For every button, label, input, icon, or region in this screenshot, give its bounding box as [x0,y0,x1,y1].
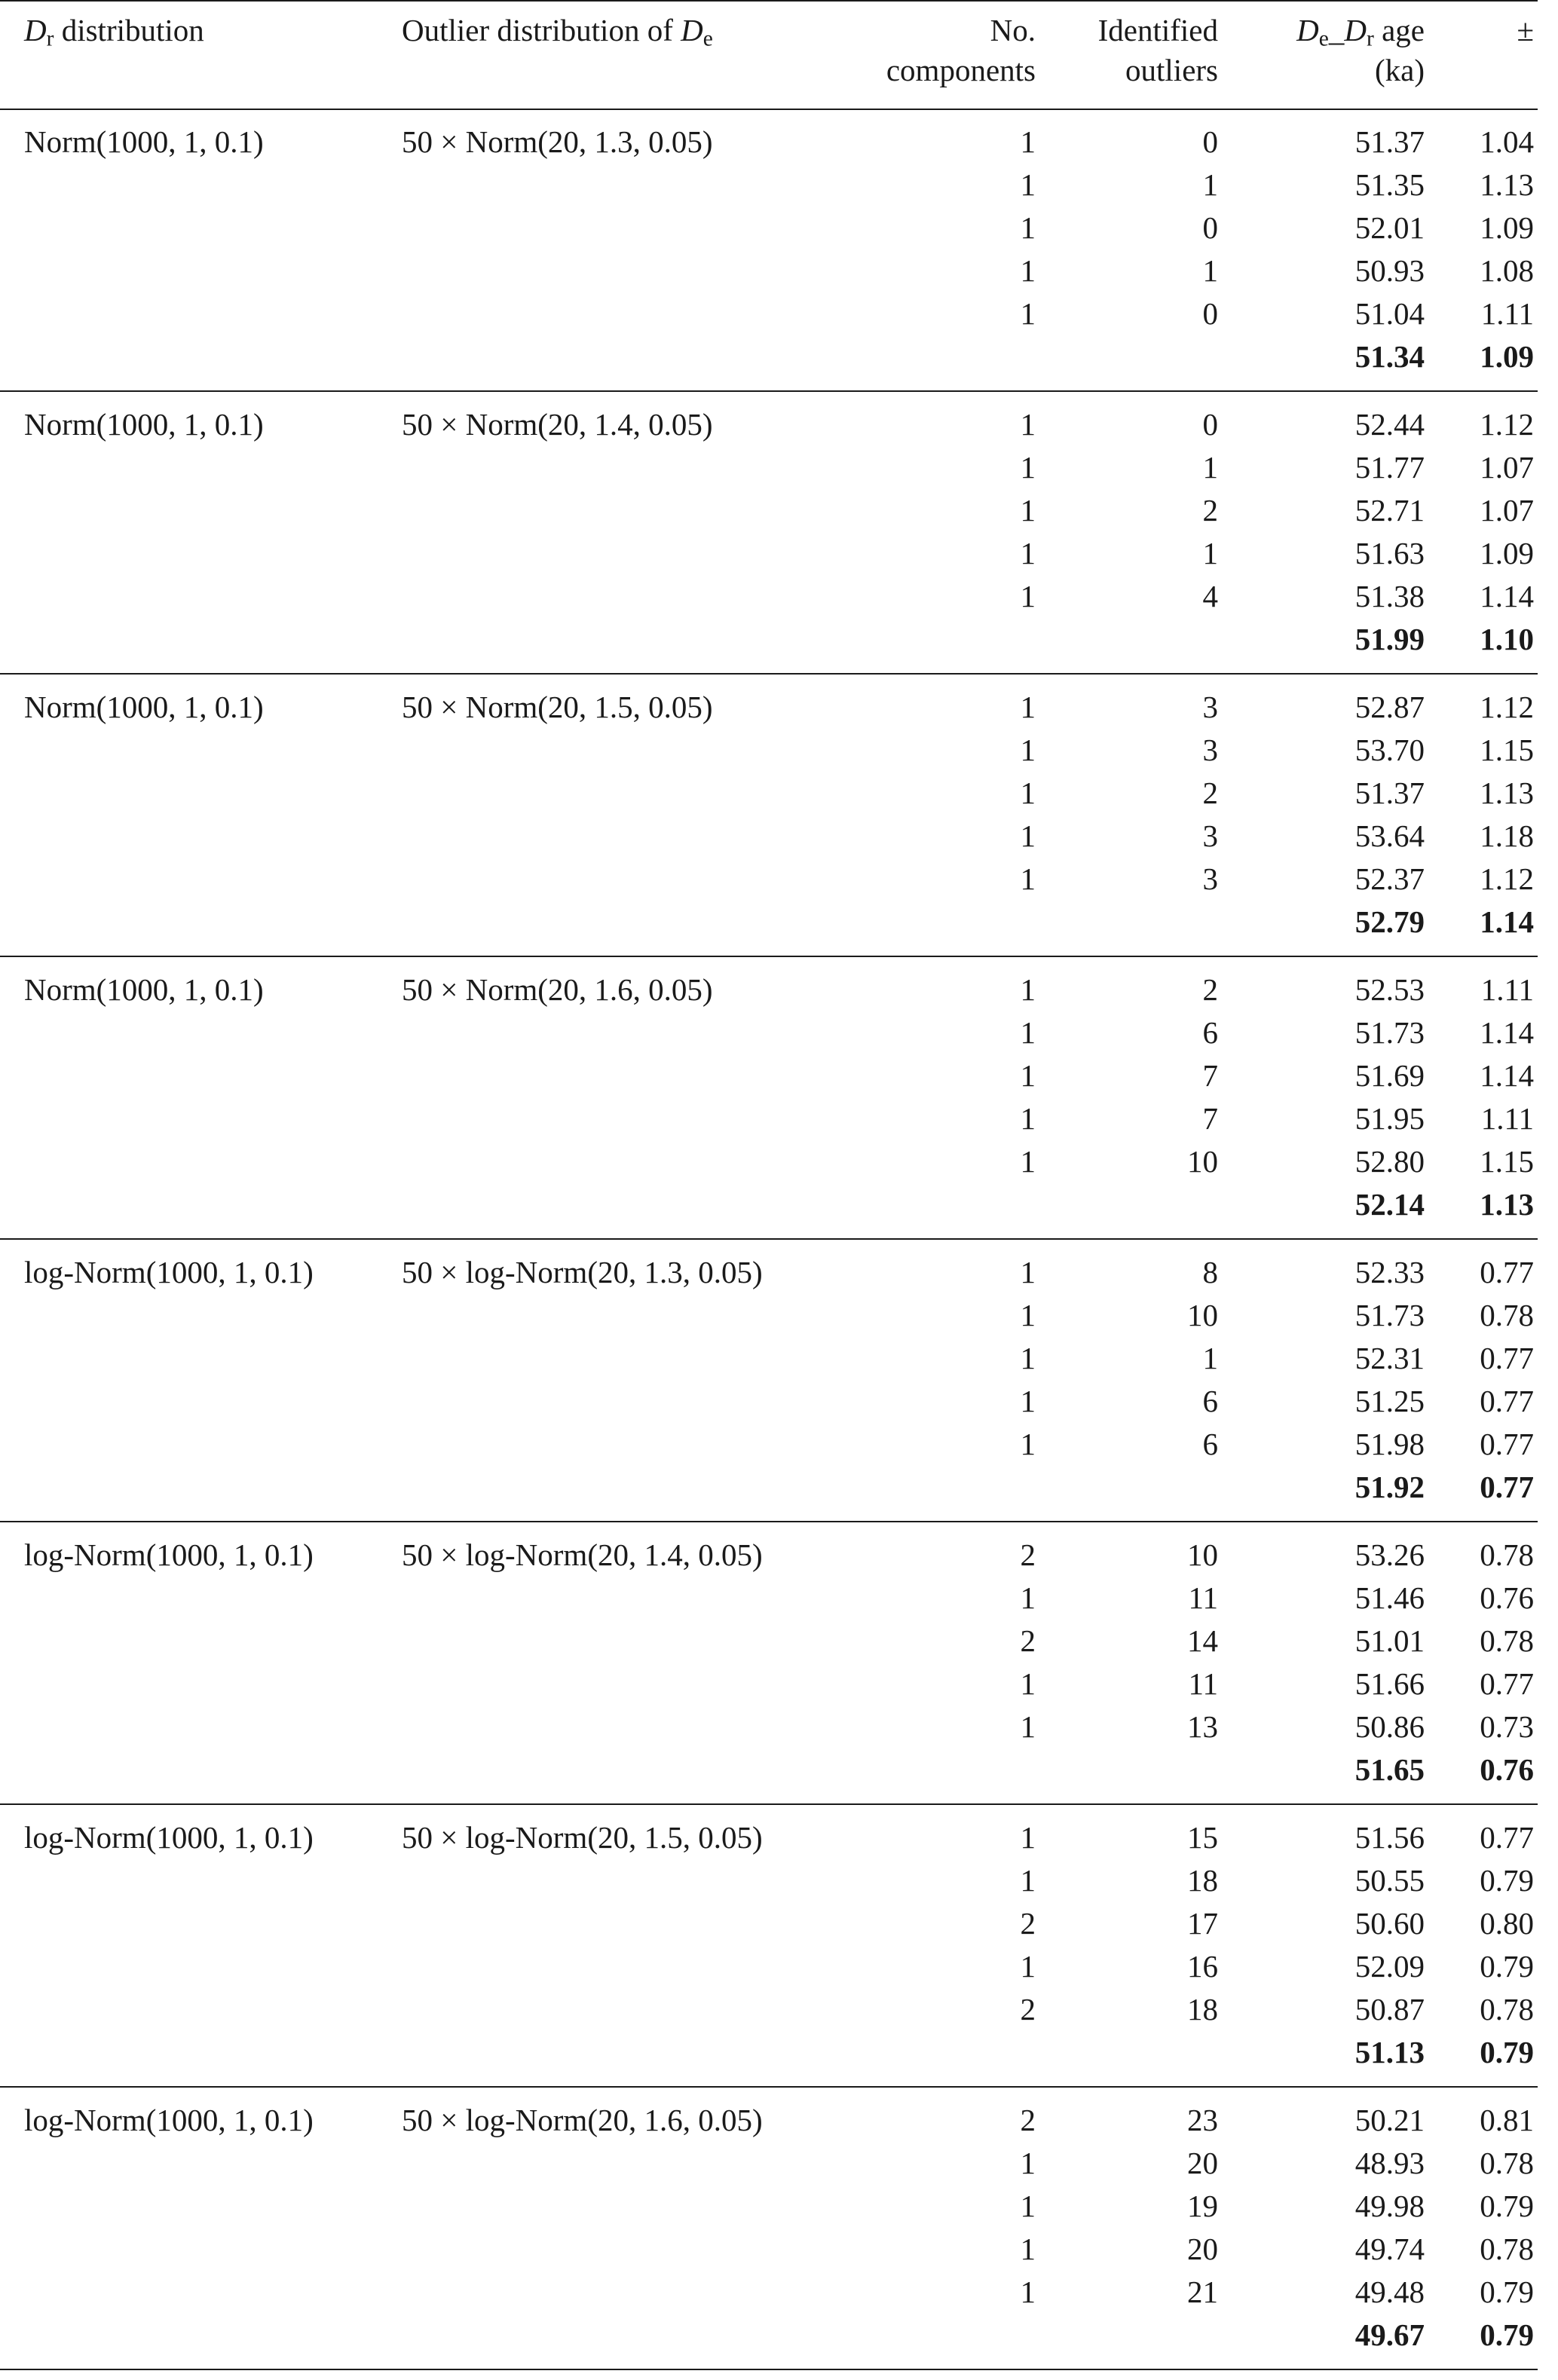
outliers-cell: 8 [1202,1255,1218,1289]
outliers-cell: 2 [1202,775,1218,810]
age-cell: 52.33 [1354,1255,1425,1289]
dr-distribution: Norm(1000, 1, 0.1) [24,124,264,159]
dr-distribution: Norm(1000, 1, 0.1) [24,972,264,1007]
age-cell: 49.74 [1354,2232,1425,2266]
age-cell: 51.46 [1354,1580,1425,1615]
components-cell: 1 [1020,167,1036,202]
outliers-cell: 14 [1187,1623,1218,1658]
uncertainty-cell: 0.79 [1480,2189,1534,2223]
outliers-cell: 16 [1187,1949,1218,1984]
components-cell: 1 [1020,861,1036,896]
header-uncertainty: ± [1517,13,1534,47]
uncertainty-cell: 0.77 [1480,1255,1534,1289]
age-cell: 51.95 [1354,1101,1425,1136]
uncertainty-cell: 0.78 [1480,2232,1534,2266]
outliers-cell: 10 [1187,1537,1218,1572]
uncertainty-cell: 0.77 [1480,1341,1534,1375]
group-separator [0,673,1538,675]
age-cell: 51.73 [1354,1015,1425,1050]
outlier-distribution: 50 × Norm(20, 1.3, 0.05) [402,124,713,159]
components-cell: 1 [1020,579,1036,613]
outliers-cell: 3 [1202,818,1218,853]
age-cell: 52.53 [1354,972,1425,1007]
group-separator [0,390,1538,392]
dr-distribution: Norm(1000, 1, 0.1) [24,690,264,724]
components-cell: 1 [1020,1666,1036,1701]
group-separator [0,956,1538,957]
outliers-cell: 6 [1202,1015,1218,1050]
outlier-distribution: 50 × log-Norm(20, 1.4, 0.05) [402,1537,763,1572]
age-cell: 50.93 [1354,253,1425,288]
age-cell: 52.80 [1354,1144,1425,1179]
uncertainty-cell: 1.12 [1480,407,1534,442]
components-cell: 1 [1020,1015,1036,1050]
age-cell: 51.35 [1354,167,1425,202]
age-cell: 51.63 [1354,536,1425,571]
uncertainty-cell: 1.08 [1480,253,1534,288]
outliers-cell: 0 [1202,210,1218,245]
components-cell: 2 [1020,1623,1036,1658]
age-cell: 51.66 [1354,1666,1425,1701]
outliers-cell: 17 [1187,1906,1218,1941]
outlier-distribution: 50 × Norm(20, 1.5, 0.05) [402,690,713,724]
uncertainty-cell: 0.79 [1480,1863,1534,1898]
components-cell: 1 [1020,2189,1036,2223]
age-cell: 50.87 [1354,1992,1425,2027]
outliers-cell: 6 [1202,1427,1218,1461]
components-cell: 2 [1020,1906,1036,1941]
outliers-cell: 15 [1187,1820,1218,1855]
components-cell: 1 [1020,2274,1036,2309]
outliers-cell: 18 [1187,1863,1218,1898]
age-cell: 51.38 [1354,579,1425,613]
components-cell: 1 [1020,733,1036,767]
components-cell: 1 [1020,1101,1036,1136]
components-cell: 1 [1020,1709,1036,1744]
uncertainty-cell: 0.80 [1480,1906,1534,1941]
outliers-cell: 3 [1202,861,1218,896]
outliers-cell: 21 [1187,2274,1218,2309]
group-separator [0,2086,1538,2088]
outliers-cell: 4 [1202,579,1218,613]
outliers-cell: 20 [1187,2232,1218,2266]
uncertainty-cell: 1.07 [1480,493,1534,528]
uncertainty-cell: 1.15 [1480,1144,1534,1179]
outlier-distribution: 50 × log-Norm(20, 1.3, 0.05) [402,1255,763,1289]
age-cell: 51.98 [1354,1427,1425,1461]
uncertainty-cell: 0.79 [1480,1949,1534,1984]
bottom-rule [0,2369,1538,2370]
header-age: $D_e\_D_r$ age (ka) [1296,13,1425,87]
outlier-distribution: 50 × Norm(20, 1.6, 0.05) [402,972,713,1007]
outliers-cell: 3 [1202,733,1218,767]
components-cell: 1 [1020,1427,1036,1461]
mean-uncertainty-cell: 1.14 [1480,904,1534,939]
mean-uncertainty-cell: 0.76 [1480,1752,1534,1787]
age-cell: 53.26 [1354,1537,1425,1572]
uncertainty-cell: 0.77 [1480,1384,1534,1418]
outliers-cell: 10 [1187,1144,1218,1179]
header-no-components: No. components [886,13,1036,87]
mean-age-cell: 51.34 [1354,339,1425,374]
uncertainty-cell: 1.09 [1480,536,1534,571]
uncertainty-cell: 0.79 [1480,2274,1534,2309]
components-cell: 1 [1020,1949,1036,1984]
uncertainty-cell: 1.11 [1480,296,1534,331]
age-cell: 52.37 [1354,861,1425,896]
outlier-distribution: 50 × Norm(20, 1.4, 0.05) [402,407,713,442]
age-cell: 52.87 [1354,690,1425,724]
dr-distribution: Norm(1000, 1, 0.1) [24,407,264,442]
uncertainty-cell: 1.12 [1480,861,1534,896]
components-cell: 1 [1020,2146,1036,2180]
uncertainty-cell: 1.13 [1480,167,1534,202]
uncertainty-cell: 0.73 [1480,1709,1534,1744]
header-identified-outliers: Identified outliers [1097,13,1218,87]
uncertainty-cell: 1.07 [1480,450,1534,485]
dr-distribution: log-Norm(1000, 1, 0.1) [24,1255,314,1289]
uncertainty-cell: 0.81 [1480,2103,1534,2137]
outliers-cell: 11 [1188,1580,1218,1615]
components-cell: 1 [1020,124,1036,159]
components-cell: 1 [1020,818,1036,853]
mean-age-cell: 51.92 [1354,1470,1425,1504]
outlier-distribution: 50 × log-Norm(20, 1.5, 0.05) [402,1820,763,1855]
uncertainty-cell: 0.77 [1480,1666,1534,1701]
uncertainty-cell: 1.11 [1480,1101,1534,1136]
components-cell: 1 [1020,1863,1036,1898]
age-cell: 53.64 [1354,818,1425,853]
outliers-cell: 2 [1202,493,1218,528]
outliers-cell: 0 [1202,296,1218,331]
components-cell: 1 [1020,493,1036,528]
components-cell: 1 [1020,1820,1036,1855]
mean-uncertainty-cell: 0.77 [1480,1470,1534,1504]
mean-age-cell: 49.67 [1354,2317,1425,2352]
mean-age-cell: 52.14 [1354,1187,1425,1222]
age-cell: 49.98 [1354,2189,1425,2223]
dr-distribution: log-Norm(1000, 1, 0.1) [24,1820,314,1855]
age-cell: 48.93 [1354,2146,1425,2180]
dr-distribution: log-Norm(1000, 1, 0.1) [24,2103,314,2137]
age-cell: 51.56 [1354,1820,1425,1855]
outliers-cell: 18 [1187,1992,1218,2027]
components-cell: 1 [1020,1058,1036,1093]
age-cell: 52.01 [1354,210,1425,245]
components-cell: 1 [1020,450,1036,485]
uncertainty-cell: 0.76 [1480,1580,1534,1615]
age-cell: 50.21 [1354,2103,1425,2137]
components-cell: 1 [1020,775,1036,810]
mean-uncertainty-cell: 1.13 [1480,1187,1534,1222]
age-cell: 51.77 [1354,450,1425,485]
outliers-cell: 0 [1202,124,1218,159]
components-cell: 2 [1020,1537,1036,1572]
outliers-cell: 3 [1202,690,1218,724]
age-cell: 50.86 [1354,1709,1425,1744]
components-cell: 1 [1020,210,1036,245]
outliers-cell: 1 [1202,167,1218,202]
outliers-cell: 19 [1187,2189,1218,2223]
outliers-cell: 23 [1187,2103,1218,2137]
components-cell: 1 [1020,2232,1036,2266]
mean-uncertainty-cell: 0.79 [1480,2035,1534,2069]
outliers-cell: 11 [1188,1666,1218,1701]
group-separator [0,1521,1538,1522]
uncertainty-cell: 1.13 [1480,775,1534,810]
outliers-cell: 20 [1187,2146,1218,2180]
top-rule [0,0,1538,2]
components-cell: 1 [1020,296,1036,331]
age-cell: 51.37 [1354,124,1425,159]
components-cell: 1 [1020,1341,1036,1375]
components-cell: 1 [1020,690,1036,724]
mean-age-cell: 52.79 [1354,904,1425,939]
components-cell: 2 [1020,1992,1036,2027]
components-cell: 1 [1020,407,1036,442]
age-cell: 51.73 [1354,1298,1425,1332]
mean-uncertainty-cell: 1.09 [1480,339,1534,374]
header-rule [0,109,1538,110]
outliers-cell: 7 [1202,1058,1218,1093]
components-cell: 2 [1020,2103,1036,2137]
components-cell: 1 [1020,972,1036,1007]
age-cell: 52.31 [1354,1341,1425,1375]
age-cell: 51.01 [1354,1623,1425,1658]
age-cell: 50.60 [1354,1906,1425,1941]
uncertainty-cell: 0.78 [1480,1537,1534,1572]
age-cell: 51.25 [1354,1384,1425,1418]
outliers-cell: 1 [1202,450,1218,485]
age-cell: 52.44 [1354,407,1425,442]
outliers-cell: 1 [1202,1341,1218,1375]
mean-age-cell: 51.99 [1354,622,1425,656]
components-cell: 1 [1020,1384,1036,1418]
group-separator [0,1238,1538,1240]
age-cell: 51.69 [1354,1058,1425,1093]
uncertainty-cell: 0.78 [1480,1992,1534,2027]
uncertainty-cell: 1.04 [1480,124,1534,159]
mean-age-cell: 51.13 [1354,2035,1425,2069]
age-cell: 50.55 [1354,1863,1425,1898]
mean-age-cell: 51.65 [1354,1752,1425,1787]
mean-uncertainty-cell: 1.10 [1480,622,1534,656]
uncertainty-cell: 1.14 [1480,1015,1534,1050]
group-separator [0,1803,1538,1805]
uncertainty-cell: 0.78 [1480,1298,1534,1332]
uncertainty-cell: 0.78 [1480,2146,1534,2180]
age-cell: 52.71 [1354,493,1425,528]
mean-uncertainty-cell: 0.79 [1480,2317,1534,2352]
components-cell: 1 [1020,1255,1036,1289]
age-cell: 51.37 [1354,775,1425,810]
uncertainty-cell: 1.14 [1480,579,1534,613]
age-cell: 53.70 [1354,733,1425,767]
outliers-cell: 13 [1187,1709,1218,1744]
dr-distribution: log-Norm(1000, 1, 0.1) [24,1537,314,1572]
uncertainty-cell: 1.11 [1480,972,1534,1007]
components-cell: 1 [1020,1580,1036,1615]
age-cell: 52.09 [1354,1949,1425,1984]
outliers-cell: 6 [1202,1384,1218,1418]
outliers-cell: 1 [1202,253,1218,288]
outliers-cell: 1 [1202,536,1218,571]
age-cell: 49.48 [1354,2274,1425,2309]
uncertainty-cell: 1.12 [1480,690,1534,724]
uncertainty-cell: 1.14 [1480,1058,1534,1093]
uncertainty-cell: 0.77 [1480,1820,1534,1855]
outliers-cell: 10 [1187,1298,1218,1332]
outlier-distribution: 50 × log-Norm(20, 1.6, 0.05) [402,2103,763,2137]
components-cell: 1 [1020,1144,1036,1179]
header-dr-distribution: $D_r$ distribution [24,13,204,51]
components-cell: 1 [1020,253,1036,288]
uncertainty-cell: 1.18 [1480,818,1534,853]
outliers-cell: 2 [1202,972,1218,1007]
outliers-cell: 7 [1202,1101,1218,1136]
header-outlier-distribution: Outlier distribution of $D_e$ [402,13,713,51]
uncertainty-cell: 0.77 [1480,1427,1534,1461]
components-cell: 1 [1020,536,1036,571]
components-cell: 1 [1020,1298,1036,1332]
outliers-cell: 0 [1202,407,1218,442]
age-cell: 51.04 [1354,296,1425,331]
uncertainty-cell: 1.09 [1480,210,1534,245]
uncertainty-cell: 0.78 [1480,1623,1534,1658]
uncertainty-cell: 1.15 [1480,733,1534,767]
